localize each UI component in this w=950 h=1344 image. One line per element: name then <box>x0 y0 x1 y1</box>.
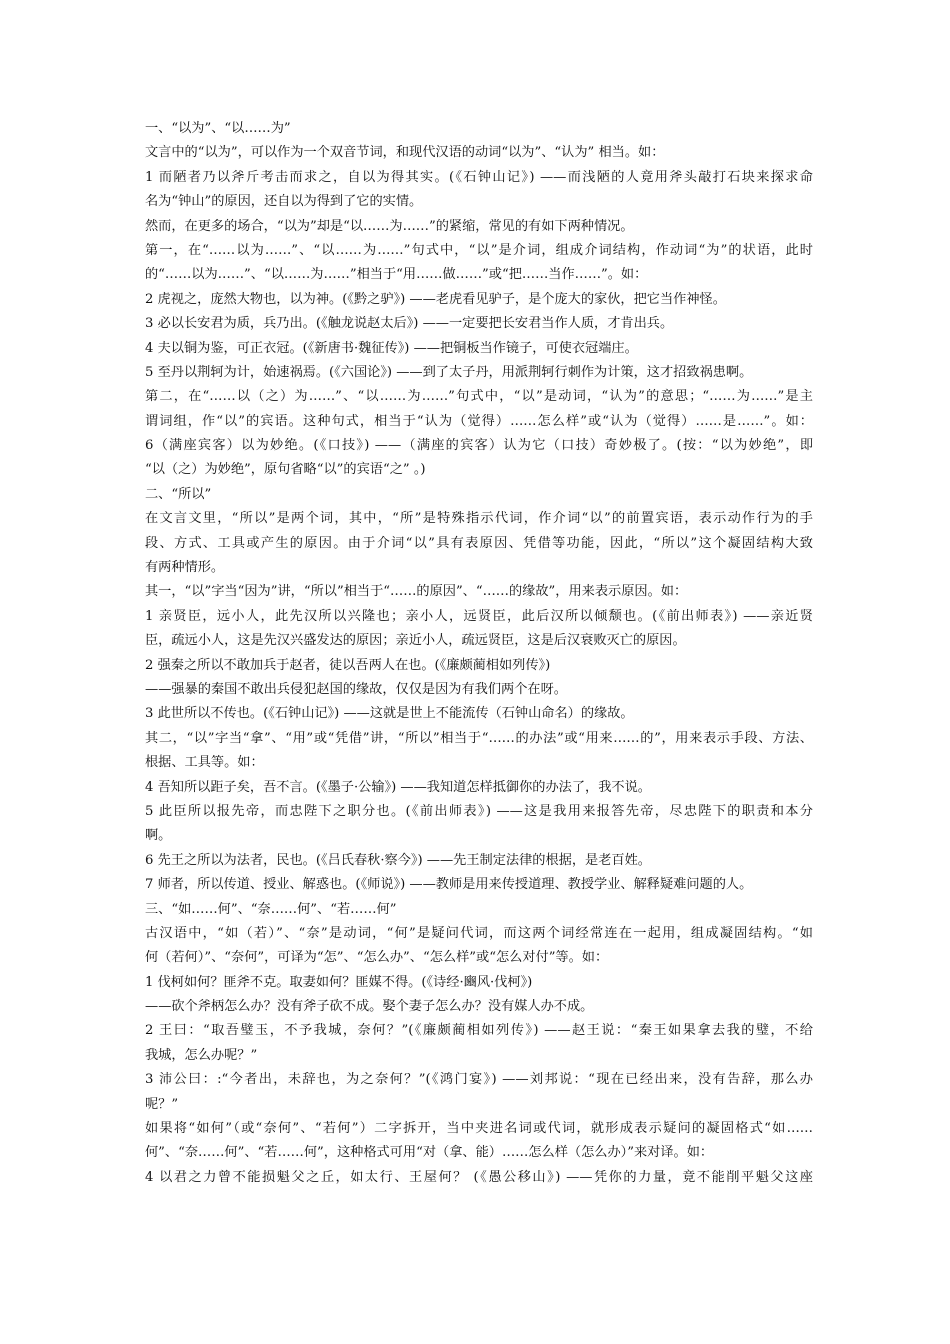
text-line: 4 以君之力曾不能损魁父之丘，如太行、王屋何？ (《愚公移山》) ——凭你的力量，竟不能削平魁父这座 <box>145 1169 813 1185</box>
text-line: 其二，“以”字当“拿”、“用”或“凭借”讲，“所以”相当于“……的办法”或“用来……的”，用来表示手段、方法、 <box>145 730 813 746</box>
text-line: 4 吾知所以距子矣，吾不言。(《墨子·公输》) ——我知道怎样抵御你的办法了，我不说。 <box>145 779 651 795</box>
text-line: 二、“所以” <box>145 486 212 502</box>
text-line: 2 王曰：“取吾璧玉，不予我城，奈何？”(《廉颇蔺相如列传》) ——赵王说：“秦王如果拿去我的璧，不给 <box>145 1023 813 1039</box>
text-line: 2 强秦之所以不敢加兵于赵者，徒以吾两人在也。(《廉颇蔺相如列传》) <box>145 657 551 673</box>
text-line: 何（若何）”、“奈何”，可译为“怎”、“怎么办”、“怎么样”或“怎么对付”等。如： <box>145 950 609 966</box>
text-line: 啊。 <box>145 828 172 844</box>
text-line: 古汉语中，“如（若）”、“奈”是动词，“何”是疑问代词，而这两个词经常连在一起用，组成凝固结构。“如 <box>145 925 813 941</box>
text-line: 3 必以长安君为质，兵乃出。(《触龙说赵太后》) ——一定要把长安君当作人质，才肯出兵。 <box>145 316 674 332</box>
text-line: 谓词组，作“以”的宾语。这种句式，相当于“认为（觉得）……怎么样”或“认为（觉得）……是……”。如： <box>145 413 813 429</box>
text-line: 3 沛公曰：:“今者出，未辞也，为之奈何？”(《鸿门宴》) ——刘邦说：“现在已经出来，没有告辞，那么办 <box>145 1072 813 1088</box>
text-line: 如果将“如何”（或“奈何”、“若何”）二字拆开，当中夹进名词或代词，就形成表示疑问的凝固格式“如…… <box>145 1121 813 1137</box>
text-line: 6（满座宾客）以为妙绝。(《口技》) ——（满座的宾客）认为它（口技）奇妙极了。(按：“以为妙绝”，即 <box>145 438 813 454</box>
text-line: 其一，“以”字当“因为”讲，“所以”相当于“……的原因”、“……的缘故”，用来表示原因。如： <box>145 584 688 600</box>
text-line: 5 至丹以荆轲为计，始速祸焉。(《六国论》) ——到了太子丹，用派荆轲行刺作为计策，这才招致祸患啊。 <box>145 364 753 380</box>
text-line: 名为“钟山”的原因，还自以为得到了它的实情。 <box>145 194 423 210</box>
text-line: 何”、“奈……何”、“若……何”，这种格式可用“对（拿、能）……怎么样（怎么办）”来对译。如： <box>145 1145 714 1161</box>
text-line: 臣，疏远小人，这是先汉兴盛发达的原因；亲近小人，疏远贤臣，这是后汉衰败灭亡的原因。 <box>145 633 686 649</box>
text-line: 有两种情形。 <box>145 560 225 576</box>
text-line: 5 此臣所以报先帝，而忠陛下之职分也。(《前出师表》) ——这是我用来报答先帝，尽忠陛下的职责和本分 <box>145 803 813 819</box>
text-line: 呢？” <box>145 1096 179 1112</box>
text-line: 1 亲贤臣，远小人，此先汉所以兴隆也；亲小人，远贤臣，此后汉所以倾颓也。(《前出师表》) ——亲近贤 <box>145 608 813 624</box>
text-line: 1 而陋者乃以斧斤考击而求之，自以为得其实。(《石钟山记》) ——而浅陋的人竟用斧头敲打石块来探求命 <box>145 169 813 185</box>
text-line: 根据、工具等。如： <box>145 755 264 771</box>
text-line: 的“……以为……”、“以……为……”相当于“用……做……”或“把……当作……”。如： <box>145 267 648 283</box>
text-line: 7 师者，所以传道、授业、解惑也。(《师说》) ——教师是用来传授道理、教授学业、解释疑难问题的人。 <box>145 877 753 893</box>
text-line: ——强暴的秦国不敢出兵侵犯赵国的缘故，仅仅是因为有我们两个在呀。 <box>145 681 567 697</box>
text-line: 4 夫以铜为鉴，可正衣冠。(《新唐书·魏征传》) ——把铜板当作镜子，可使衣冠端庄。 <box>145 340 638 356</box>
text-line: 三、“如……何”、“奈……何”、“若……何” <box>145 901 397 917</box>
text-line: 段、方式、工具或产生的原因。由于介词“以”具有表原因、凭借等功能，因此，“所以”这个凝固结构大致 <box>145 535 813 551</box>
text-line: 一、“以为”、“以……为” <box>145 121 291 136</box>
text-line: 我城，怎么办呢？” <box>145 1047 258 1063</box>
text-line: 2 虎视之，庞然大物也，以为神。(《黔之驴》) ——老虎看见驴子，是个庞大的家伙，把它当作神怪。 <box>145 291 726 307</box>
text-line: 第二，在“……以（之）为……”、“以……为……”句式中，“以”是动词，“认为”的意思；“……为……”是主 <box>145 389 813 405</box>
text-line: “以（之）为妙绝”，原句省略“以”的宾语“之” 。) <box>145 462 426 478</box>
text-line: ——砍个斧柄怎么办？没有斧子砍不成。娶个妻子怎么办？没有媒人办不成。 <box>145 999 594 1015</box>
text-line: 1 伐柯如何？匪斧不克。取妻如何？匪媒不得。(《诗经·豳风·伐柯》) <box>145 974 533 990</box>
text-line: 第一，在“……以为……”、“以……为……”句式中，“以”是介词，组成介词结构，作动词“为”的状语，此时 <box>145 242 813 258</box>
text-line: 然而，在更多的场合，“以为”却是“以……为……”的紧缩，常见的有如下两种情况。 <box>145 218 634 234</box>
document-page <box>145 117 813 1190</box>
text-line: 文言中的“以为”，可以作为一个双音节词，和现代汉语的动词“以为”、“认为” 相当。如： <box>145 145 665 161</box>
text-line: 3 此世所以不传也。(《石钟山记》) ——这就是世上不能流传（石钟山命名）的缘故。 <box>145 706 634 722</box>
text-line: 6 先王之所以为法者，民也。(《吕氏春秋·察今》) ——先王制定法律的根据，是老百姓。 <box>145 852 651 868</box>
text-line: 在文言文里，“所以”是两个词，其中，“所”是特殊指示代词，作介词“以”的前置宾语，表示动作行为的手 <box>145 511 813 527</box>
